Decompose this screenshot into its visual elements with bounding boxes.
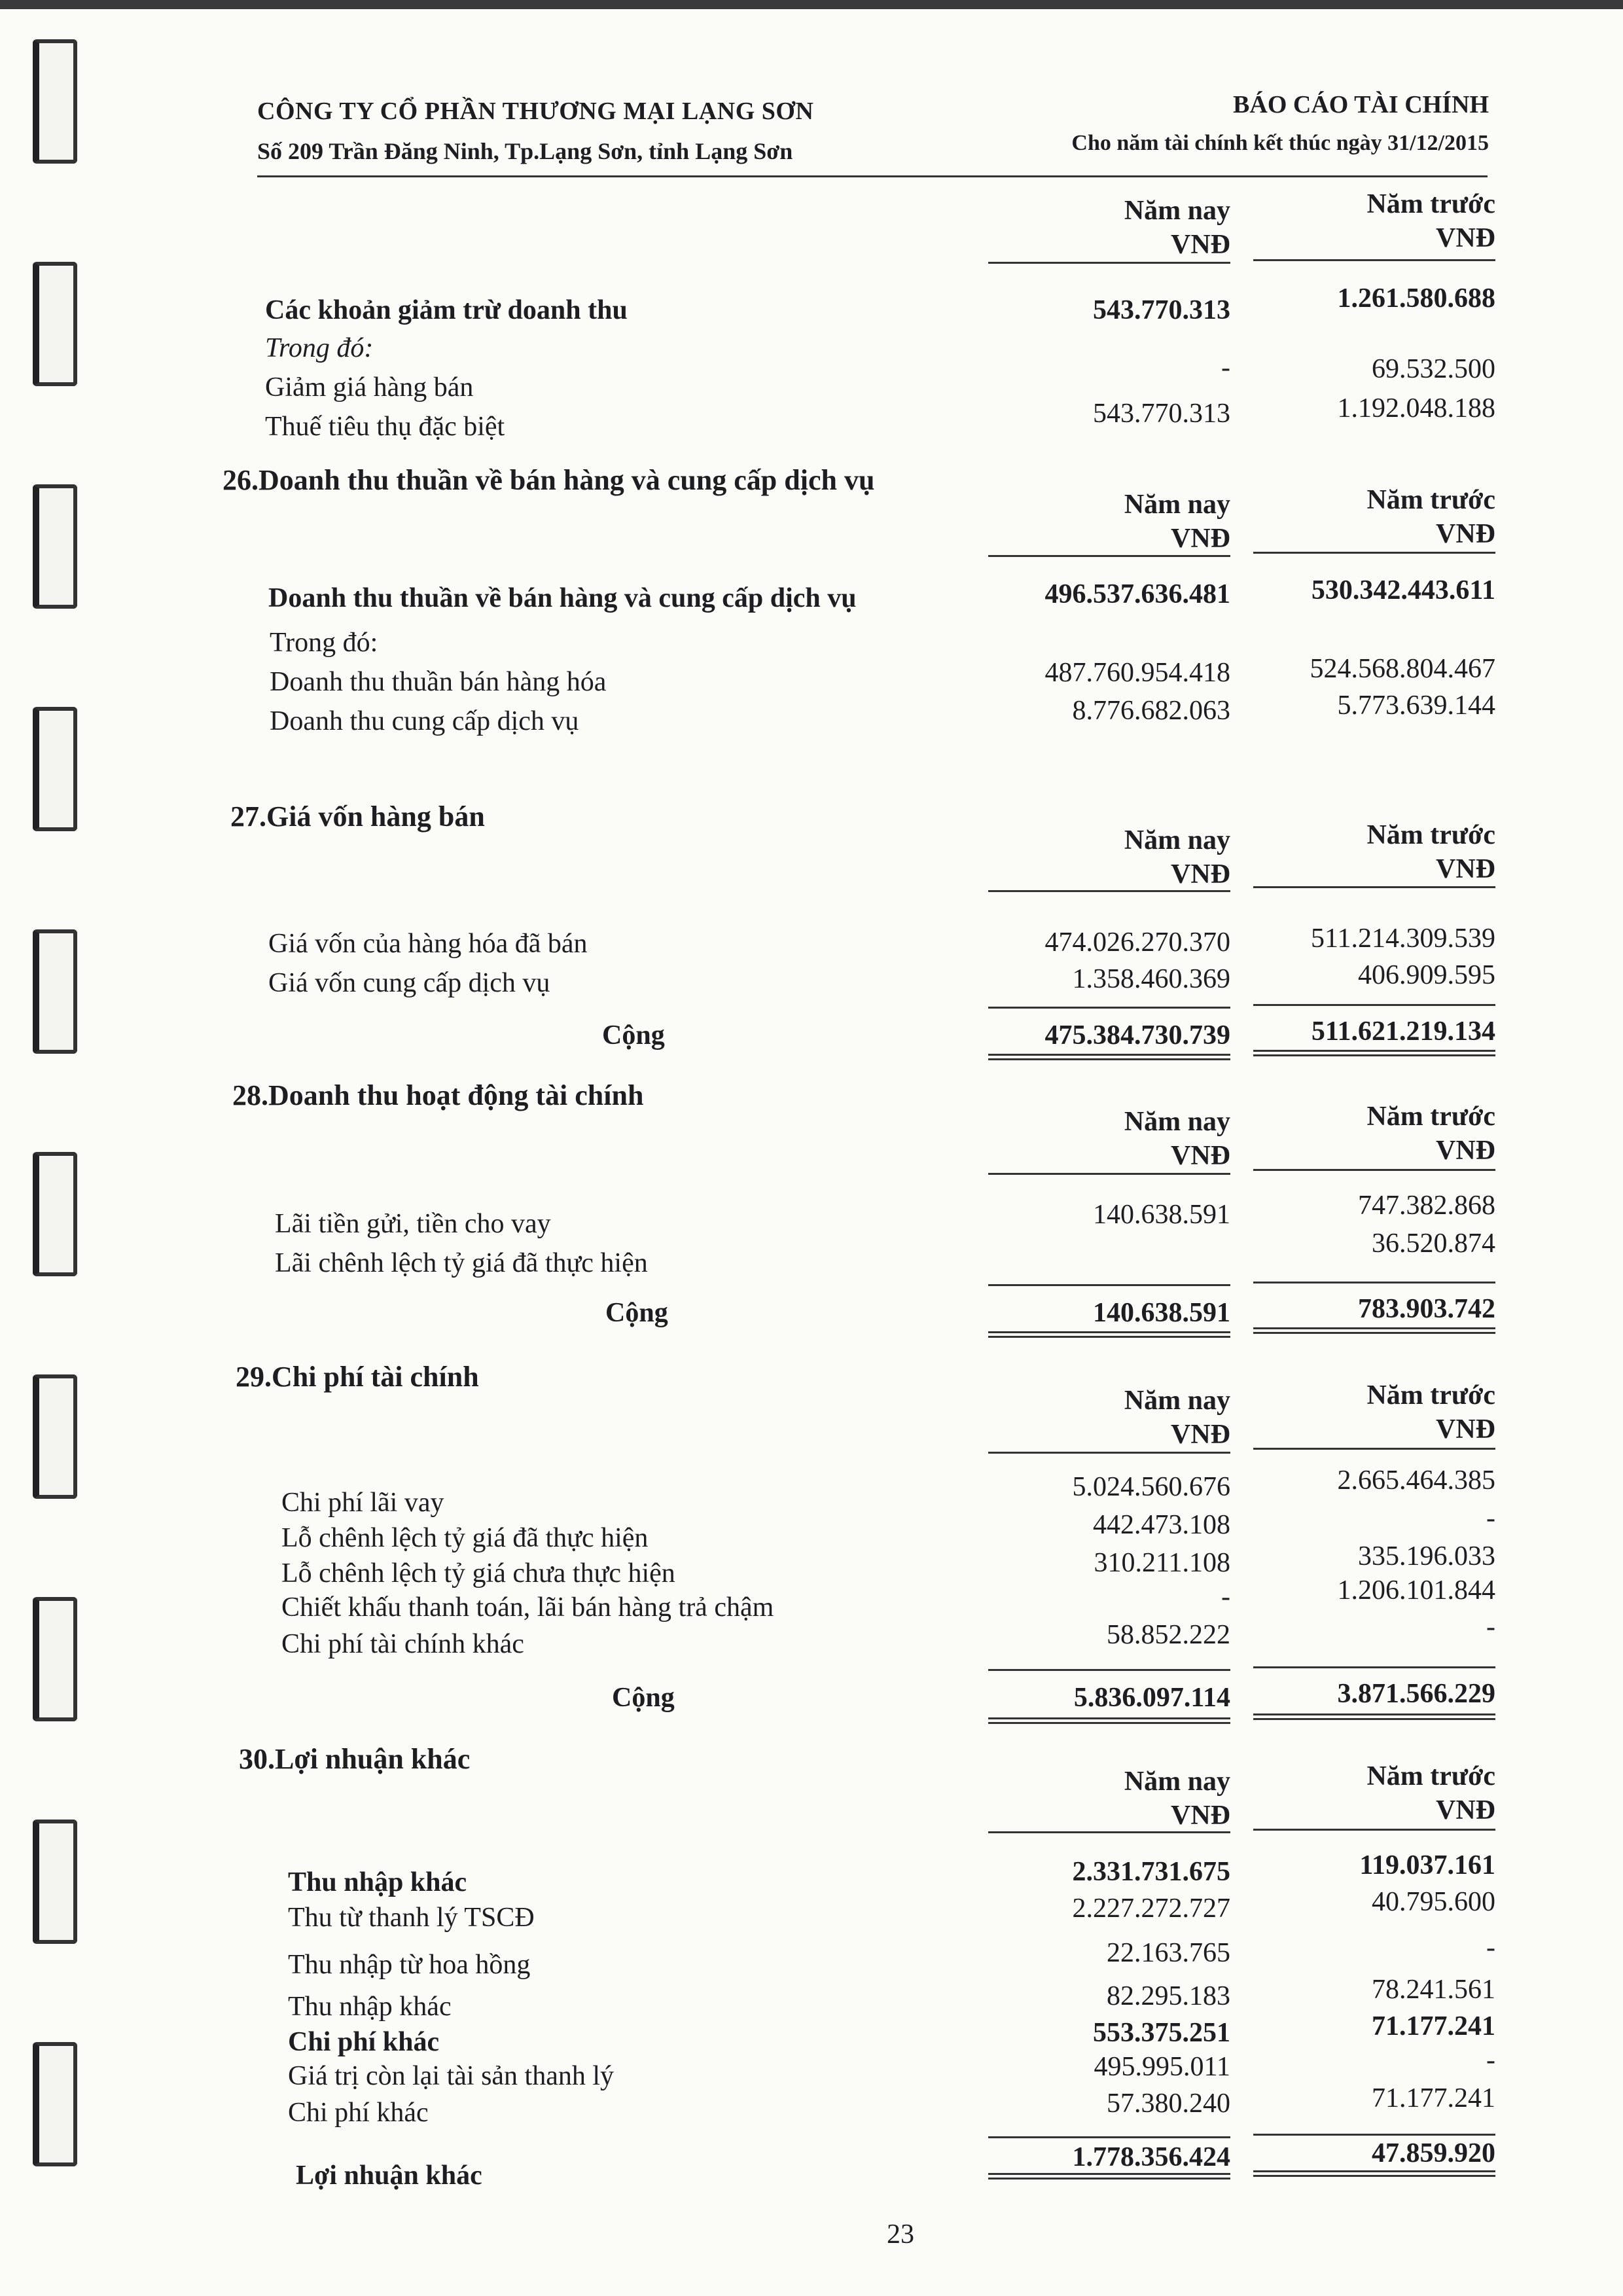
col-rule xyxy=(988,262,1230,264)
table-row: Doanh thu thuần bán hàng hóa 487.760.954.418 524.568.804.467 xyxy=(270,654,1495,697)
total-rule xyxy=(988,1669,1230,1671)
total-rule xyxy=(1253,1666,1495,1668)
table-row: Trong đó: xyxy=(270,628,378,658)
table-row: Lỗ chênh lệch tỷ giá chưa thực hiện 310.211.108 335.196.033 xyxy=(281,1541,1495,1588)
col-rule xyxy=(988,1831,1230,1833)
table-row: Các khoản giảm trừ doanh thu 543.770.313 1.261.580.688 xyxy=(265,283,1495,325)
company-address: Số 209 Trần Đăng Ninh, Tp.Lạng Sơn, tỉnh Lạng Sơn xyxy=(257,138,793,164)
page-number: 23 xyxy=(887,2219,914,2250)
report-period: Cho năm tài chính kết thúc ngày 31/12/2015 xyxy=(1071,131,1489,155)
table-row: Chi phí tài chính khác 58.852.222 - xyxy=(281,1612,1495,1659)
report-header xyxy=(1071,90,1489,156)
table-row: Lãi tiền gửi, tiền cho vay 140.638.591 747.382.868 xyxy=(275,1191,1495,1239)
total-rule xyxy=(1253,2134,1495,2136)
scan-top-edge xyxy=(0,0,1623,9)
company-header xyxy=(257,97,813,165)
double-rule xyxy=(1253,1050,1495,1056)
col-header-current: Năm nay VNĐ xyxy=(1124,1767,1230,1831)
binding-ring xyxy=(33,1374,77,1499)
col-header-current: Năm nay VNĐ xyxy=(1124,490,1230,554)
col-header-prior: Năm trước VNĐ xyxy=(1366,485,1495,549)
table-row: Chi phí khác 553.375.251 71.177.241 xyxy=(288,2011,1495,2057)
col-header-prior: Năm trước VNĐ xyxy=(1366,1102,1495,1166)
table-row: Giảm giá hàng bán - 69.532.500 xyxy=(265,353,1495,403)
table-row: Giá vốn của hàng hóa đã bán 474.026.270.370 511.214.309.539 xyxy=(268,924,1495,959)
double-rule xyxy=(988,1717,1230,1724)
total-rule xyxy=(1253,1004,1495,1006)
section-title: 29.Chi phí tài chính xyxy=(236,1361,479,1393)
table-row: Chiết khấu thanh toán, lãi bán hàng trả chậm - 1.206.101.844 xyxy=(281,1575,1495,1623)
table-row: Thu nhập từ hoa hồng 22.163.765 - xyxy=(288,1933,1495,1980)
table-row: Thu nhập khác 82.295.183 78.241.561 xyxy=(288,1975,1495,2022)
total-rule xyxy=(988,2136,1230,2138)
table-row: Trong đó: xyxy=(265,333,374,363)
col-rule xyxy=(1253,552,1495,554)
col-header-prior: Năm trước VNĐ xyxy=(1366,820,1495,884)
col-rule xyxy=(1253,1448,1495,1450)
double-rule xyxy=(1253,1327,1495,1334)
table-row: Chi phí khác 57.380.240 71.177.241 xyxy=(288,2083,1495,2128)
section-title: 30.Lợi nhuận khác xyxy=(239,1743,471,1775)
binding-ring xyxy=(33,39,77,164)
total-row: Cộng 475.384.730.739 511.621.219.134 xyxy=(602,1016,1495,1050)
section-title: 26.Doanh thu thuần về bán hàng và cung cấp dịch vụ xyxy=(223,464,875,496)
total-row: Lợi nhuận khác 1.778.356.424 47.859.920 xyxy=(296,2138,1495,2191)
table-row: Lỗ chênh lệch tỷ giá đã thực hiện 442.473.108 - xyxy=(281,1503,1495,1553)
double-rule xyxy=(988,1054,1230,1060)
col-header-current: Năm nay VNĐ xyxy=(1124,196,1230,260)
col-header-current: Năm nay VNĐ xyxy=(1124,825,1230,889)
double-rule xyxy=(1253,2170,1495,2177)
table-row: Thu từ thanh lý TSCĐ 2.227.272.727 40.795.600 xyxy=(288,1887,1495,1933)
total-rule xyxy=(988,1284,1230,1286)
total-rule xyxy=(1253,1282,1495,1283)
col-rule xyxy=(1253,886,1495,888)
table-row: Thuế tiêu thụ đặc biệt 543.770.313 1.192.048.188 xyxy=(265,393,1495,442)
report-title: BÁO CÁO TÀI CHÍNH xyxy=(1233,91,1489,118)
total-row: Cộng 140.638.591 783.903.742 xyxy=(605,1294,1495,1328)
table-row: Thu nhập khác 2.331.731.675 119.037.161 xyxy=(288,1850,1495,1897)
header-rule xyxy=(257,175,1488,177)
table-row: Lãi chênh lệch tỷ giá đã thực hiện 36.520.874 xyxy=(275,1229,1495,1278)
double-rule xyxy=(988,2173,1230,2179)
double-rule xyxy=(1253,1713,1495,1720)
col-rule xyxy=(988,1452,1230,1454)
col-rule xyxy=(1253,259,1495,261)
col-header-prior: Năm trước VNĐ xyxy=(1366,1380,1495,1444)
col-rule xyxy=(1253,1829,1495,1831)
table-row: Doanh thu thuần về bán hàng và cung cấp dịch vụ 496.537.636.481 530.342.443.611 xyxy=(268,575,1495,613)
company-name: CÔNG TY CỔ PHẦN THƯƠNG MẠI LẠNG SƠN xyxy=(257,98,814,125)
double-rule xyxy=(988,1331,1230,1338)
table-row: Doanh thu cung cấp dịch vụ 8.776.682.063 5.773.639.144 xyxy=(270,691,1495,736)
table-row: Giá trị còn lại tài sản thanh lý 495.995.011 - xyxy=(288,2045,1495,2091)
col-rule xyxy=(1253,1169,1495,1171)
section-title: 28.Doanh thu hoạt động tài chính xyxy=(232,1079,644,1111)
total-rule xyxy=(988,1007,1230,1009)
col-header-prior: Năm trước VNĐ xyxy=(1366,1761,1495,1825)
col-rule xyxy=(988,555,1230,557)
total-row: Cộng 5.836.097.114 3.871.566.229 xyxy=(612,1679,1495,1713)
section-title: 27.Giá vốn hàng bán xyxy=(230,800,485,833)
col-header-prior: Năm trước VNĐ xyxy=(1366,189,1495,253)
col-rule xyxy=(988,890,1230,892)
col-header-current: Năm nay VNĐ xyxy=(1124,1386,1230,1450)
col-header-current: Năm nay VNĐ xyxy=(1124,1107,1230,1171)
col-rule xyxy=(988,1173,1230,1175)
table-row: Chi phí lãi vay 5.024.560.676 2.665.464.385 xyxy=(281,1465,1495,1518)
table-row: Giá vốn cung cấp dịch vụ 1.358.460.369 406.909.595 xyxy=(268,960,1495,998)
